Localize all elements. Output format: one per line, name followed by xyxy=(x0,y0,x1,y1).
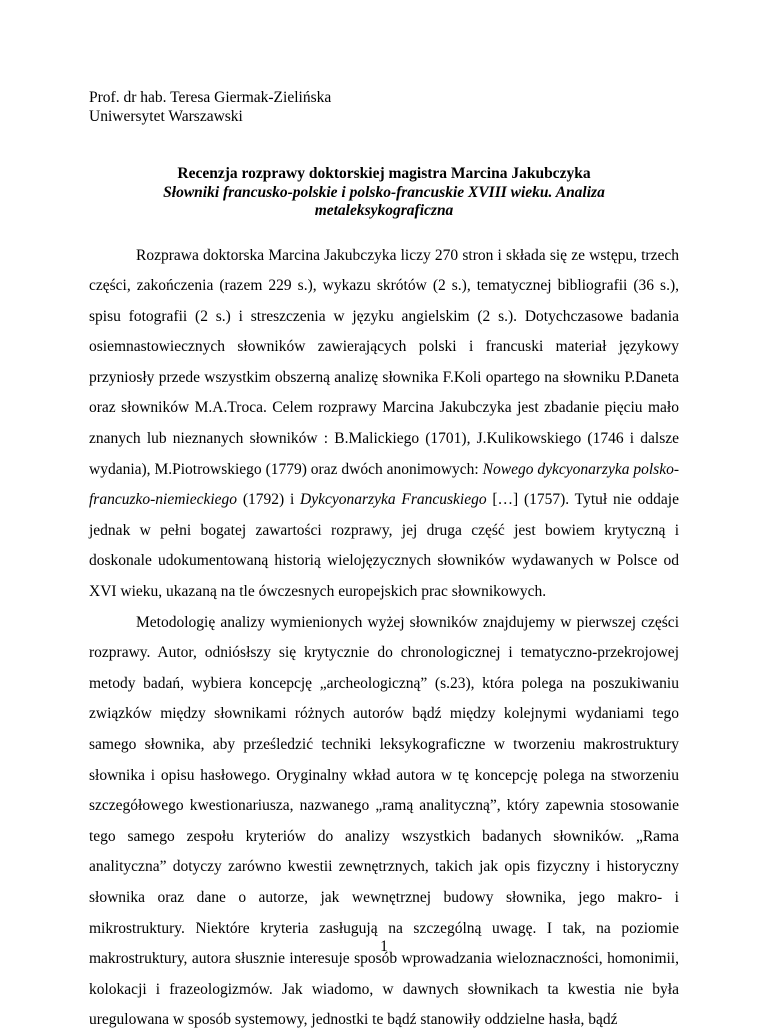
review-title xyxy=(89,165,679,221)
paragraph-2: Metodologię analizy wymienionych wyżej słowników znajdujemy w pierwszej części rozprawy. Autor, odniósłszy się krytycznie do chronologicznej i tematyczno-przekrojowej metody badań, wybiera koncepcję „archeologiczną” (s.23), która polega na poszukiwaniu związków między słownikami różnych autorów bądź między kolejnymi wydaniami tego samego słownika, aby prześledzić techniki leksykograficzne w tworzeniu makrostruktury słownika i opisu hasłowego. Oryginalny wkład autora w tę koncepcję polega na stworzeniu szczegółowego kwestionariusza, nazwanego „ramą analityczną”, który zapewnia stosowanie tego samego zespołu kryteriów do analizy wszystkich badanych słowników. „Rama analityczna” dotyczy zarówno kwestii zewnętrznych, takich jak opis fizyczny i historyczny słownika oraz dane o autorze, jak wewnętrznej budowy słownika, jego makro- i mikrostruktury. Niektóre kryteria zasługują na szczególną uwagę. I tak, na poziomie makrostruktury, autora słusznie interesuje sposób wprowadzania wieloznaczności, homonimii, kolokacji i frazeologizmów. Jak wiadomo, w dawnych słownikach ta kwestia nie była uregulowana w sposób systemowy, jednostki te bądź stanowiły oddzielne hasła, bądź xyxy=(89,613,679,1029)
document-page xyxy=(89,88,679,1036)
paragraph-1-text-b: (1792) i xyxy=(237,491,301,509)
paragraph-1-italic-title-a: Nowego dykcyonarzyka polsko-francuzko-niemieckiego xyxy=(89,460,680,509)
author-affiliation: Uniwersytet Warszawski xyxy=(89,108,243,125)
paragraph-1-text-c: […] (1757). Tytuł nie oddaje jednak w pełni bogatej zawartości rozprawy, jej druga część jest bowiem krytyczną i doskonale udokumentowaną historią wielojęzycznych słowników wydawanych w Polsce od XVI wieku, ukazaną na tle ówczesnych europejskich prac słownikowych. xyxy=(89,491,679,601)
author-name: Prof. dr hab. Teresa Giermak-Zielińska xyxy=(89,89,332,106)
paragraph-1-text-a: Rozprawa doktorska Marcina Jakubczyka liczy 270 stron i składa się ze wstępu, trzech części, zakończenia (razem 229 s.), wykazu skrótów (2 s.), tematycznej bibliografii (36 s.), spisu fotografii (2 s.) i streszczenia w języku angielskim (2 s.). Dotychczasowe badania osiemnastowiecznych słowników zawierających polski i francuski materiał językowy przyniosły przede wszystkim obszerną analizę słownika F.Koli opartego na słowniku P.Daneta oraz słowników M.A.Troca. Celem rozprawy Marcina Jakubczyka jest zbadanie pięciu mało znanych lub nieznanych słowników : B.Malickiego (1701), J.Kulikowskiego (1746 i dalsze wydania), M.Piotrowskiego (1779) oraz dwóch anonimowych: xyxy=(89,246,679,478)
paragraph-1-italic-title-b: Dykcyonarzyka Francuskiego xyxy=(300,491,487,509)
title-line-2: Słowniki francusko-polskie i polsko-francuskie XVIII wieku. Analiza xyxy=(163,183,605,201)
page-number: 1 xyxy=(380,938,388,955)
title-line-1: Recenzja rozprawy doktorskiej magistra Marcina Jakubczyka xyxy=(177,165,591,182)
title-line-3: metaleksykograficzna xyxy=(314,202,454,219)
document-body xyxy=(89,241,679,1036)
paragraph-1 xyxy=(89,241,679,608)
